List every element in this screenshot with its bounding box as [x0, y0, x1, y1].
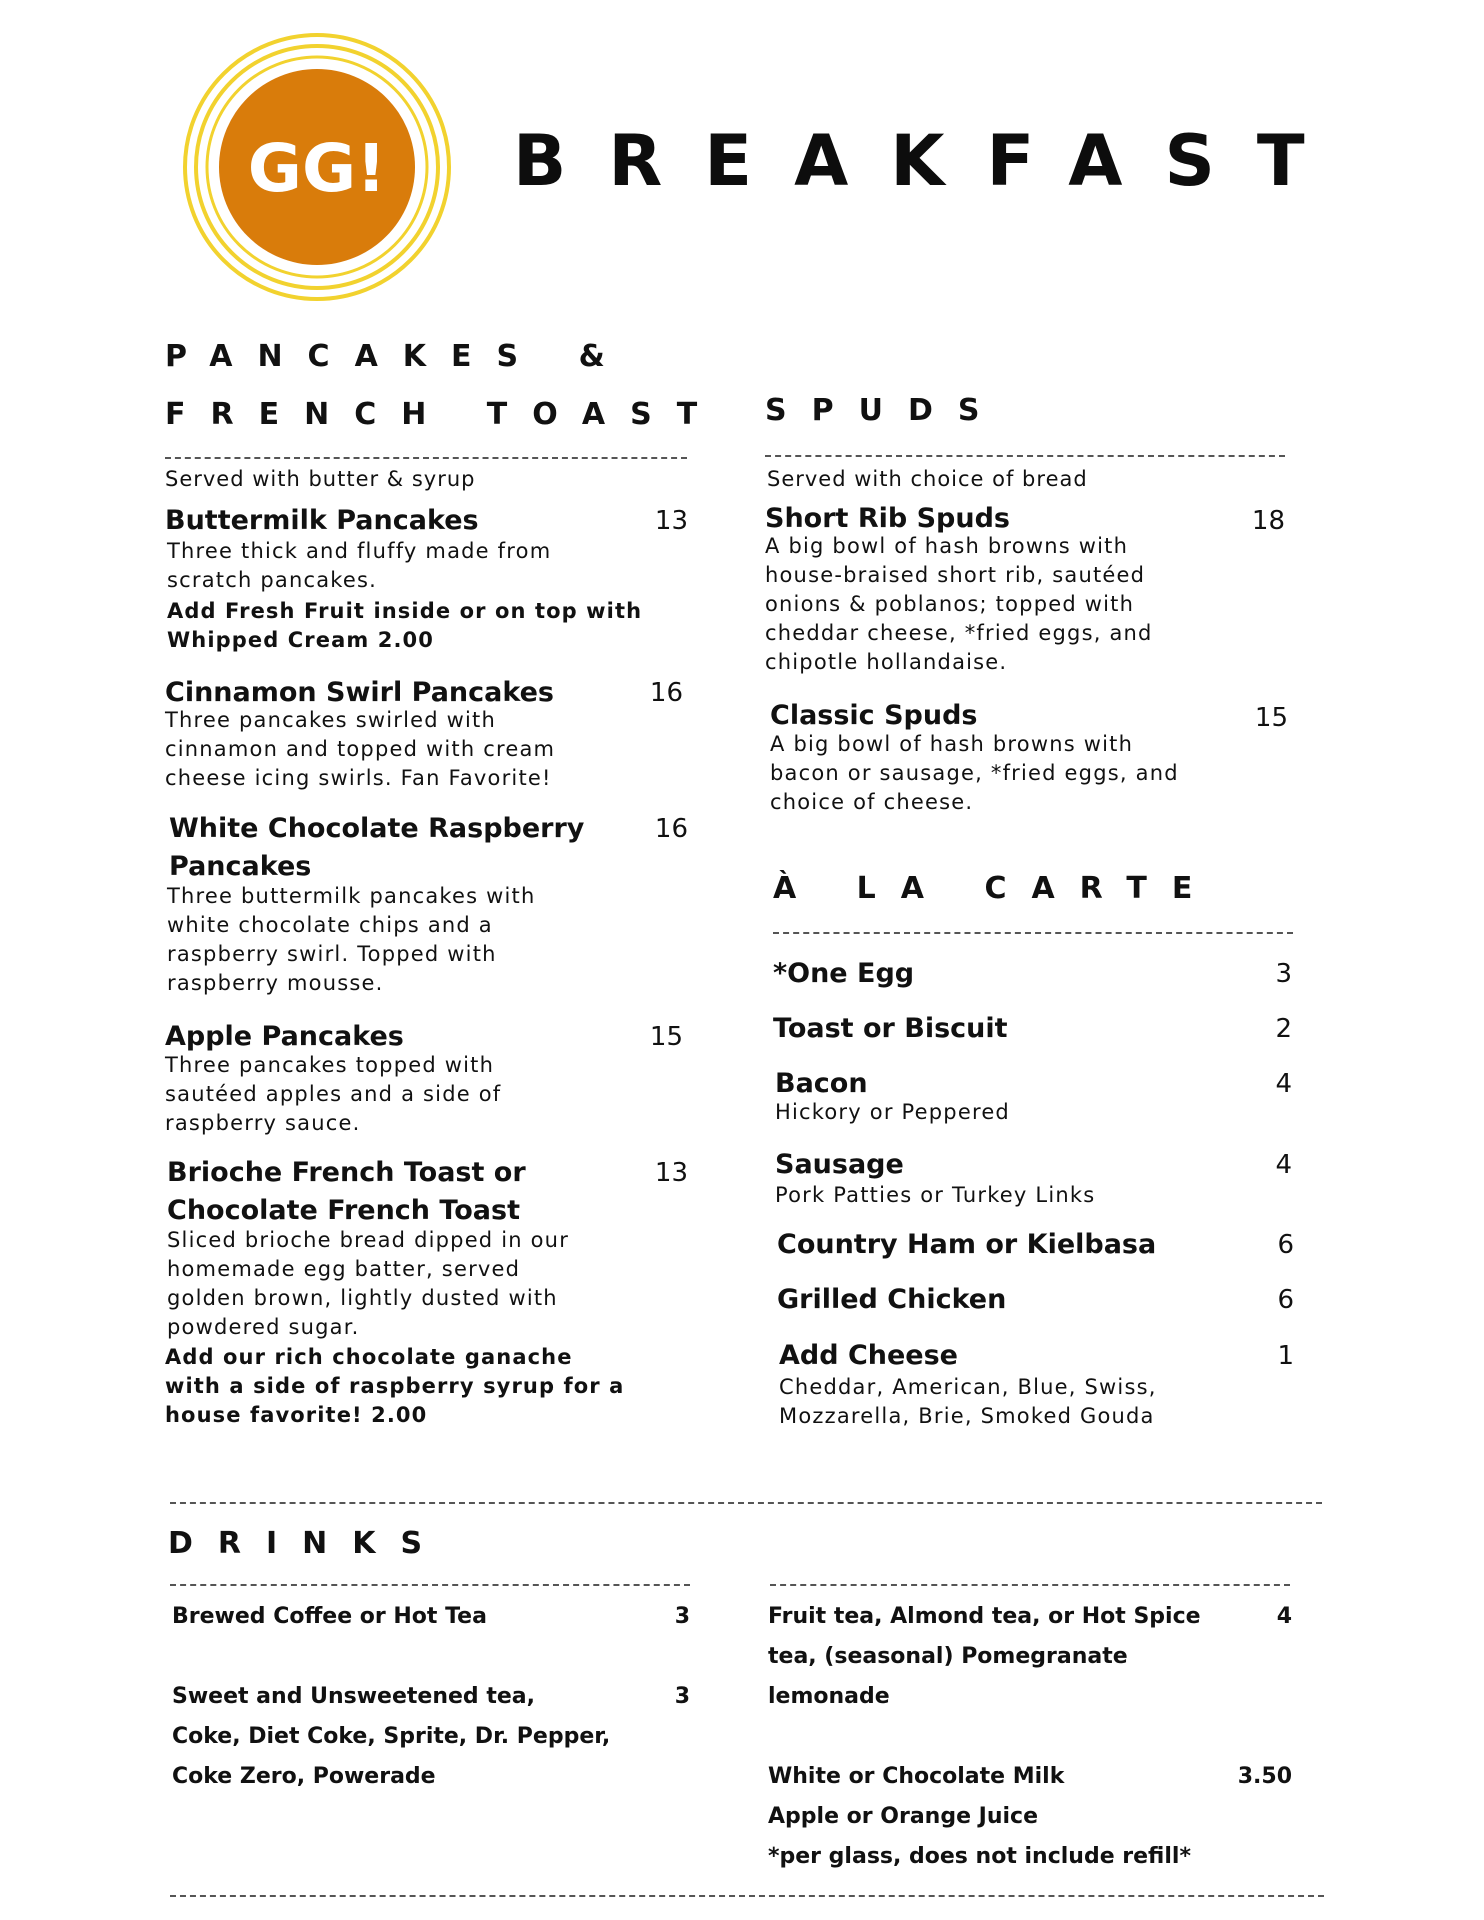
drink-item-name: Sweet and Unsweetened tea, Coke, Diet Coke, Sprite, Dr. Pepper, Coke Zero, Powerade [172, 1684, 611, 1789]
menu-item-price: 15 [649, 1022, 683, 1052]
menu-item-description: Three buttermilk pancakes with white chocolate chips and a raspberry swirl. Topped with raspberry mousse. [167, 884, 536, 995]
carte-divider [773, 932, 1293, 934]
drink-item-name: White or Chocolate Milk Apple or Orange Juice *per glass, does not include refill* [768, 1764, 1191, 1869]
menu-item-name: Classic Spuds [770, 700, 978, 731]
menu-item-name: Bacon [775, 1068, 868, 1099]
drinks-heading: DRINKS [168, 1526, 448, 1561]
menu-item-name: Grilled Chicken [777, 1284, 1007, 1315]
menu-item-description: Hickory or Peppered [775, 1100, 1010, 1124]
menu-item-addon: Add our rich chocolate ganache with a side of raspberry syrup for a house favorite! 2.00 [165, 1345, 625, 1427]
menu-item-name: Toast or Biscuit [773, 1013, 1008, 1044]
menu-item-name: White Chocolate Raspberry Pancakes [169, 813, 585, 882]
menu-item-name: Sausage [775, 1149, 904, 1180]
drinks-left-divider [170, 1584, 690, 1586]
menu-item-name: Add Cheese [779, 1340, 958, 1371]
spuds-note: Served with choice of bread [767, 467, 1088, 491]
menu-item-addon: Add Fresh Fruit inside or on top with Whipped Cream 2.00 [167, 599, 643, 652]
menu-item-name: Brioche French Toast or Chocolate French Toast [167, 1157, 526, 1226]
menu-item-description: Cheddar, American, Blue, Swiss, Mozzarella, Brie, Smoked Gouda [779, 1375, 1157, 1428]
menu-item-name: Cinnamon Swirl Pancakes [165, 677, 554, 708]
drink-item-price: 3 [674, 1604, 690, 1629]
menu-item-description: Pork Patties or Turkey Links [775, 1183, 1096, 1207]
menu-item-description: A big bowl of hash browns with house-braised short rib, sautéed onions & poblanos; topped with cheddar cheese, *fried eggs, and chipotle hollandaise. [765, 534, 1153, 674]
menu-item-price: 6 [1277, 1285, 1294, 1315]
menu-item-price: 16 [649, 678, 683, 708]
menu-item-price: 2 [1275, 1014, 1292, 1044]
drink-item-price: 3.50 [1237, 1764, 1292, 1789]
spuds-divider [765, 455, 1285, 457]
pancakes-note: Served with butter & syrup [165, 467, 476, 491]
drink-item-price: 3 [674, 1684, 690, 1709]
pancakes-divider [165, 457, 687, 459]
drinks-top-divider [170, 1502, 1322, 1504]
bottom-divider [170, 1895, 1324, 1897]
menu-item-price: 15 [1254, 703, 1288, 733]
menu-item-description: A big bowl of hash browns with bacon or sausage, *fried eggs, and choice of cheese. [770, 732, 1179, 814]
menu-item-price: 6 [1277, 1230, 1294, 1260]
drink-item-name: Fruit tea, Almond tea, or Hot Spice tea, (seasonal) Pomegranate lemonade [768, 1604, 1201, 1709]
menu-item-price: 16 [654, 814, 688, 844]
menu-item-name: Country Ham or Kielbasa [777, 1229, 1157, 1260]
pancakes-heading-line1: PANCAKES & [165, 339, 630, 374]
menu-item-name: *One Egg [773, 958, 915, 989]
menu-item-name: Apple Pancakes [165, 1021, 404, 1052]
menu-item-price: 18 [1251, 506, 1285, 536]
menu-item-name: Short Rib Spuds [765, 503, 1011, 534]
drinks-right-divider [770, 1584, 1290, 1586]
menu-item-description: Three pancakes topped with sautéed apples and a side of raspberry sauce. [165, 1053, 502, 1135]
gg-logo [181, 31, 453, 303]
menu-item-price: 13 [654, 506, 688, 536]
menu-item-price: 3 [1275, 959, 1292, 989]
logo-text: GG! [247, 130, 387, 207]
spuds-heading: SPUDS [765, 393, 1005, 428]
menu-item-description: Three thick and fluffy made from scratch pancakes. [167, 539, 552, 592]
page-title: BREAKFAST [513, 120, 1347, 202]
menu-item-name: Buttermilk Pancakes [165, 505, 479, 536]
menu-item-description: Sliced brioche bread dipped in our homemade egg batter, served golden brown, lightly dusted with powdered sugar. [167, 1228, 570, 1339]
pancakes-heading-line2: FRENCH TOAST [165, 397, 723, 432]
menu-item-price: 4 [1275, 1069, 1292, 1099]
menu-item-price: 13 [654, 1158, 688, 1188]
drink-item-name: Brewed Coffee or Hot Tea [172, 1604, 487, 1629]
menu-item-price: 4 [1275, 1150, 1292, 1180]
drink-item-price: 4 [1276, 1604, 1292, 1629]
menu-item-price: 1 [1277, 1341, 1294, 1371]
menu-item-description: Three pancakes swirled with cinnamon and topped with cream cheese icing swirls. Fan Favorite! [165, 708, 556, 790]
carte-heading: À LA CARTE [773, 871, 1218, 906]
